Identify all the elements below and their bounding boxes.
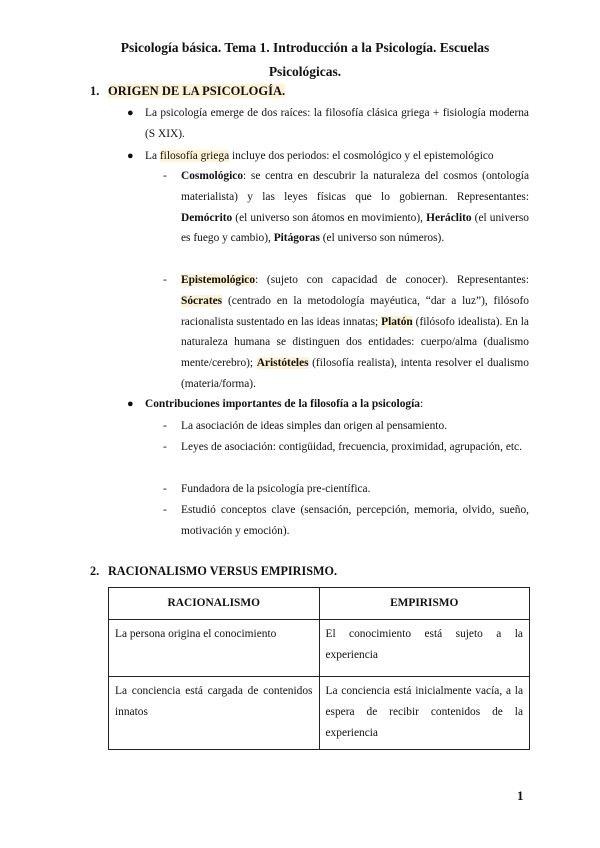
table-header-row	[109, 588, 530, 620]
section-1-heading	[90, 82, 285, 100]
contribution-item: Estudió conceptos clave (sensación, percepción, memoria, olvido, sueño, motivación y emoción).	[181, 504, 529, 537]
table-header-cell: RACIONALISMO	[109, 588, 320, 620]
bullet-3-text	[145, 394, 529, 415]
contribution-item: Fundadora de la psicología pre-científica.	[181, 483, 371, 495]
section-1-number: 1.	[90, 84, 100, 98]
dash-marker: -	[163, 274, 167, 286]
pitagoras-name: Pitágoras	[273, 232, 320, 245]
bullet-2-text	[145, 146, 529, 167]
democrito-desc: (el universo son átomos en movimiento),	[232, 211, 427, 224]
democrito-name: Demócrito	[181, 211, 233, 224]
socrates-desc: (centrado en la metodología mayéutica, “dar a luz”), filósofo racionalista sustentado en las ideas innatas;	[181, 294, 529, 328]
aristoteles-name: Aristóteles	[256, 357, 309, 370]
bullet-icon: ●	[127, 150, 134, 162]
bullet-2-pre: La	[145, 150, 160, 162]
dash-marker: -	[163, 420, 167, 432]
contribution-item: La asociación de ideas simples dan origen al pensamiento.	[181, 420, 448, 432]
table-cell: La conciencia está cargada de contenidos innatos	[109, 677, 320, 750]
document-title	[90, 36, 520, 84]
bullet-1-text: La psicología emerge de dos raíces: la filosofía clásica griega + fisiología moderna (S XIX).	[145, 107, 529, 140]
table-cell: La conciencia está inicialmente vacía, a la espera de recibir contenidos de la experiencia	[319, 677, 530, 750]
platon-name: Platón	[381, 315, 413, 328]
bullet-3-bold: Contribuciones importantes de la filosofía a la psicología	[145, 398, 420, 410]
bullet-2-highlight: filosofía griega	[159, 150, 230, 162]
bullet-icon: ●	[127, 398, 134, 410]
section-2-title: RACIONALISMO VERSUS EMPIRISMO.	[108, 564, 337, 578]
table-row	[109, 620, 530, 677]
epistemologico-text	[181, 270, 529, 395]
page-number: 1	[517, 788, 524, 803]
bullet-icon: ●	[127, 107, 134, 119]
bullet-3-colon: :	[419, 398, 424, 410]
epistemologico-term: Epistemológico	[181, 274, 256, 286]
title-line-2: Psicológicas.	[268, 64, 342, 79]
heraclito-name: Heráclito	[426, 211, 472, 224]
platon-desc: (filósofo idealista). En la naturaleza humana se distinguen dos entidades: cuerpo/alma (dualismo mente/cerebro);	[181, 315, 529, 370]
table-header-cell: EMPIRISMO	[319, 588, 530, 620]
pitagoras-desc: (el universo son números).	[319, 232, 445, 245]
socrates-name: Sócrates	[181, 294, 223, 307]
cosmologico-desc: : se centra en descubrir la naturaleza del cosmos (ontología materialista) y las leyes físicas que lo gobiernan. Representantes:	[181, 170, 529, 203]
contribution-item: Leyes de asociación: contigüidad, frecuencia, proximidad, agrupación, etc.	[181, 441, 522, 453]
dash-marker: -	[163, 483, 167, 495]
dash-marker: -	[163, 441, 167, 453]
aristoteles-desc: (filosofía realista), intenta resolver el dualismo (materia/forma).	[181, 357, 529, 390]
comparison-table	[108, 587, 530, 750]
dash-marker: -	[163, 504, 167, 516]
bullet-2-post: incluye dos periodos: el cosmológico y el epistemológico	[229, 150, 494, 162]
cosmologico-term: Cosmológico	[181, 170, 244, 182]
epistemologico-desc: : (sujeto con capacidad de conocer). Representantes:	[255, 274, 529, 286]
dash-marker: -	[163, 170, 167, 182]
table-row	[109, 677, 530, 750]
cosmologico-text	[181, 166, 529, 249]
heraclito-desc: (el universo es fuego y cambio),	[181, 211, 529, 245]
section-2-number: 2.	[90, 564, 100, 578]
table-cell: El conocimiento está sujeto a la experiencia	[319, 620, 530, 677]
section-1-title: ORIGEN DE LA PSICOLOGÍA.	[108, 84, 286, 98]
table-cell: La persona origina el conocimiento	[109, 620, 320, 677]
section-2-heading	[90, 562, 337, 580]
title-line-1: Psicología básica. Tema 1. Introducción a la Psicología. Escuelas	[120, 40, 490, 55]
